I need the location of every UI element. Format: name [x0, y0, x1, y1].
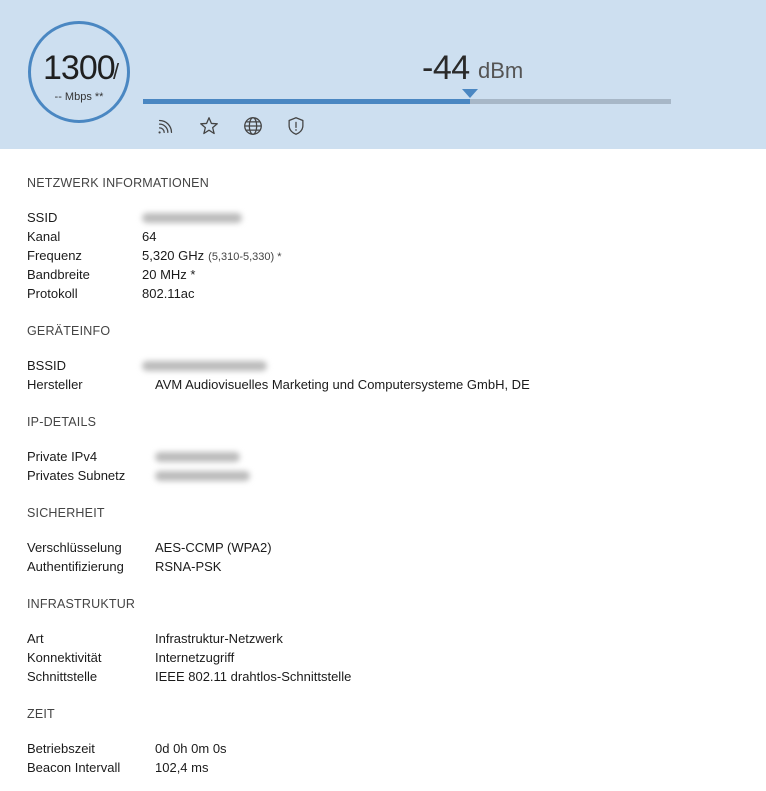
detail-label: Privates Subnetz	[27, 468, 126, 483]
detail-value: 102,4 ms	[155, 760, 209, 775]
link-speed-value: 1300	[43, 49, 115, 87]
detail-label: Hersteller	[27, 377, 83, 392]
detail-row-authentication	[27, 557, 747, 576]
section-network-info	[27, 175, 747, 303]
detail-value	[142, 246, 282, 267]
detail-value: RSNA-PSK	[155, 559, 222, 574]
section-title: ZEIT	[27, 707, 55, 721]
section-ip-details	[27, 414, 747, 485]
detail-row-subnet	[27, 466, 747, 485]
detail-row-connectivity	[27, 648, 747, 667]
detail-label: Schnittstelle	[27, 669, 98, 684]
signal-header	[0, 0, 766, 149]
detail-row-beacon-interval	[27, 758, 747, 777]
section-title: GERÄTEINFO	[27, 324, 111, 338]
detail-value: AES-CCMP (WPA2)	[155, 540, 272, 555]
link-speed-unit: -- Mbps **	[54, 91, 104, 103]
section-infrastructure	[27, 596, 747, 686]
frequency-value: 5,320 GHz	[142, 248, 205, 263]
detail-label: Kanal	[27, 229, 61, 244]
detail-label: Art	[27, 631, 44, 646]
detail-label: Konnektivität	[27, 650, 102, 665]
detail-row-vendor	[27, 375, 747, 394]
redacted-bssid-value	[142, 356, 267, 375]
detail-row-bssid	[27, 356, 747, 375]
detail-value: 64	[142, 229, 157, 244]
detail-row-channel	[27, 227, 747, 246]
detail-label: Frequenz	[27, 248, 82, 263]
detail-value: 20 MHz *	[142, 267, 196, 282]
section-security	[27, 505, 747, 576]
detail-label: Protokoll	[27, 286, 78, 301]
signal-strength-fill	[143, 99, 470, 104]
frequency-range: (5,310-5,330) *	[208, 251, 282, 263]
detail-row-protocol	[27, 284, 747, 303]
signal-strength-bar	[143, 99, 671, 104]
redacted-subnet-value	[155, 466, 250, 485]
shield-icon[interactable]	[285, 115, 311, 139]
detail-row-ssid	[27, 208, 747, 227]
detail-value: IEEE 802.11 drahtlos-Schnittstelle	[155, 669, 352, 684]
detail-value: 0d 0h 0m 0s	[155, 741, 227, 756]
section-title: IP-DETAILS	[27, 415, 97, 429]
signal-strength-value: -44	[422, 49, 470, 87]
detail-value: Infrastruktur-Netzwerk	[155, 631, 283, 646]
detail-value: AVM Audiovisuelles Marketing und Computersysteme GmbH, DE	[155, 377, 530, 392]
signal-strength-unit: dBm	[478, 58, 524, 83]
link-speed-separator: /	[113, 59, 120, 84]
section-title: SICHERHEIT	[27, 506, 105, 520]
section-title: INFRASTRUKTUR	[27, 597, 136, 611]
detail-row-ipv4	[27, 447, 747, 466]
detail-row-bandwidth	[27, 265, 747, 284]
detail-label: BSSID	[27, 358, 67, 373]
detail-label: Bandbreite	[27, 267, 90, 282]
redacted-ssid-value	[142, 208, 242, 227]
redacted-ipv4-value	[155, 447, 240, 466]
detail-label: Authentifizierung	[27, 559, 124, 574]
detail-value: 802.11ac	[142, 286, 195, 301]
star-icon[interactable]	[198, 115, 224, 139]
detail-row-uptime	[27, 739, 747, 758]
detail-label: Betriebszeit	[27, 741, 95, 756]
detail-row-frequency	[27, 246, 747, 265]
section-time	[27, 706, 747, 777]
globe-icon[interactable]	[242, 115, 268, 139]
detail-row-type	[27, 629, 747, 648]
signal-strength-marker	[462, 89, 478, 98]
detail-label: SSID	[27, 210, 58, 225]
link-speed-gauge	[28, 21, 130, 123]
section-title: NETZWERK INFORMATIONEN	[27, 176, 209, 190]
detail-label: Private IPv4	[27, 449, 98, 464]
detail-label: Verschlüsselung	[27, 540, 122, 555]
wifi-icon[interactable]	[155, 115, 181, 139]
section-device-info	[27, 323, 747, 394]
detail-row-interface	[27, 667, 747, 686]
detail-row-encryption	[27, 538, 747, 557]
details-panel	[27, 175, 747, 791]
detail-value: Internetzugriff	[155, 650, 235, 665]
detail-label: Beacon Intervall	[27, 760, 121, 775]
